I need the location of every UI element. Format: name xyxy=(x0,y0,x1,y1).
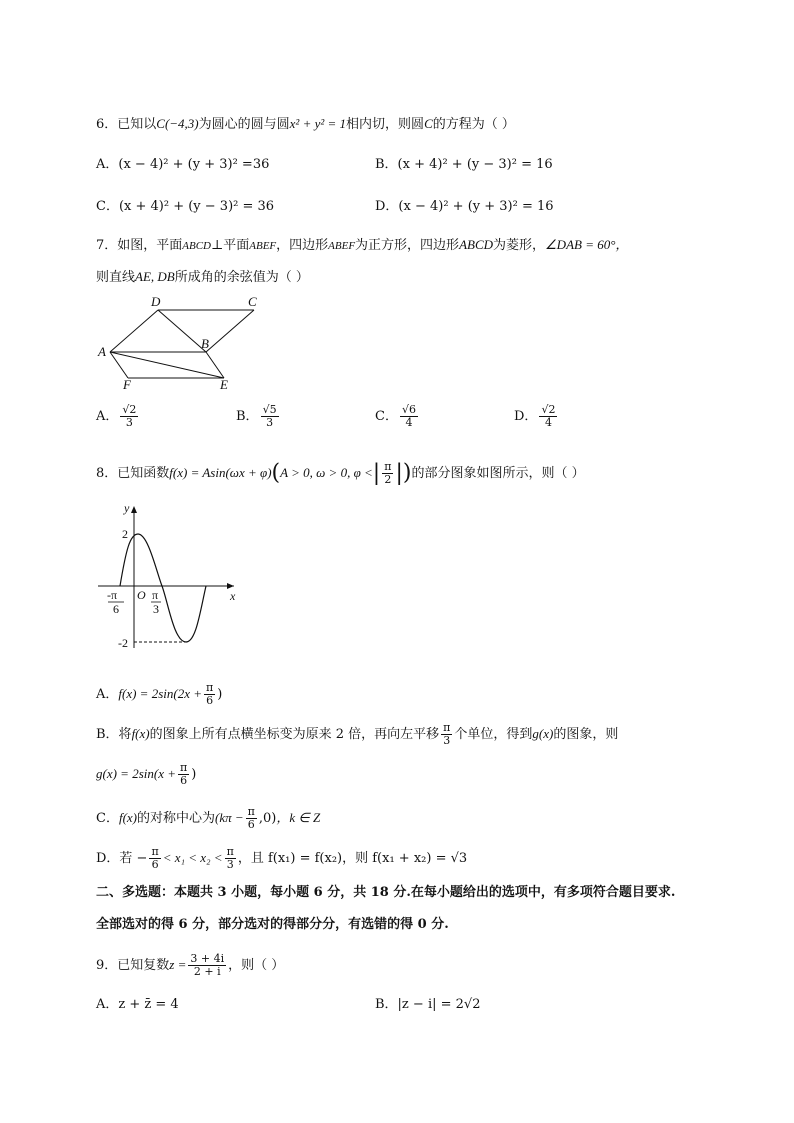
q7-figure xyxy=(96,292,266,392)
q8-option-a: A．f(x) = 2sin(2x + $\frac{\pi}{6}$ ) xyxy=(96,681,223,707)
q7-stem-line2: 则直线AE, DB所成角的余弦值为（ ） xyxy=(96,269,309,285)
sine-curve xyxy=(120,534,206,642)
label-a: A xyxy=(98,344,106,359)
edge-ad xyxy=(110,310,158,352)
label-b: B xyxy=(201,336,209,351)
edge-cb xyxy=(206,310,254,352)
section2-heading: 二、多选题：本题共 3 小题，每小题 6 分，共 18 分.在每小题给出的选项中，有多项符合题目要求. xyxy=(96,885,676,900)
label-f: F xyxy=(123,377,131,392)
q7-option-d: D． $\frac{√2}{4}$ xyxy=(514,403,556,429)
y-label: y xyxy=(124,501,130,515)
q6-option-b: B．(x + 4)² + (y − 3)² = 16 xyxy=(375,157,553,172)
q9-option-a: A．z + z̄ = 4 xyxy=(96,997,179,1012)
q6-option-c: C．(x + 4)² + (y − 3)² = 36 xyxy=(96,199,275,214)
q6-option-a: A．(x − 4)² + (y + 3)² =36 xyxy=(96,157,270,172)
tick-neg2: -2 xyxy=(118,636,128,650)
tick-pi: π xyxy=(152,588,159,602)
q8-option-d: D．若 − $\frac{\pi}{6}$ < x₁ < x₂ < $\frac{\pi}{3}$ ，且 f(x₁) = f(x₂)，则 f(x₁ + x₂) = √3 xyxy=(96,845,468,871)
edge-ae xyxy=(110,352,224,378)
q7-option-c: C． $\frac{√6}{4}$ xyxy=(375,403,416,429)
q6-stem: 6．已知以C(−4,3)为圆心的圆与圆x² + y² = 1相内切，则圆C的方程为（ ） xyxy=(96,116,515,132)
tick-neg-pi: -π xyxy=(107,588,118,602)
edge-db xyxy=(158,310,206,352)
q8-stem: 8．已知函数f(x) = Asin(ωx + φ)(A > 0, ω > 0, φ <| $\frac{\pi}{2}$ |)的部分图象如图所示，则（ ） xyxy=(96,460,585,486)
tick-six: 6 xyxy=(113,602,119,616)
section2-subheading: 全部选对的得 6 分，部分选对的得部分分，有选错的得 0 分. xyxy=(96,917,449,932)
q9-option-b: B．|z − i| = 2√2 xyxy=(375,997,481,1012)
tick-2: 2 xyxy=(122,527,128,541)
q7-option-a: A． $\frac{√2}{3}$ xyxy=(96,403,137,429)
q8-option-c: C．f(x)的对称中心为(kπ − $\frac{\pi}{6}$ ,0)，k ∈ Z xyxy=(96,805,321,831)
label-e: E xyxy=(220,377,228,392)
q9-stem: 9．已知复数z = $\frac{3 + 4i}{2 + i}$ ，则（ ） xyxy=(96,952,285,978)
origin-label: O xyxy=(137,588,146,602)
q8-option-b-line2: g(x) = 2sin(x + $\frac{\pi}{6}$ ) xyxy=(96,761,197,787)
q6-option-d: D．(x − 4)² + (y + 3)² = 16 xyxy=(375,199,554,214)
y-arrow-icon xyxy=(131,506,137,513)
tick-three: 3 xyxy=(153,602,159,616)
q7-option-b: B． $\frac{√5}{3}$ xyxy=(236,403,277,429)
label-d: D xyxy=(151,294,161,309)
q8-graph xyxy=(96,500,246,655)
q7-stem-line1: 7．如图，平面ABCD⊥平面ABEF，四边形ABEF为正方形，四边形ABCD为菱形，∠DAB = 60°， xyxy=(96,237,629,253)
label-c: C xyxy=(248,294,257,309)
q8-option-b-line1: B．将f(x)的图象上所有点横坐标变为原来 2 倍，再向左平移 $\frac{\pi}{3}$ 个单位，得到g(x)的图象，则 xyxy=(96,721,619,747)
x-label: x xyxy=(230,589,236,603)
